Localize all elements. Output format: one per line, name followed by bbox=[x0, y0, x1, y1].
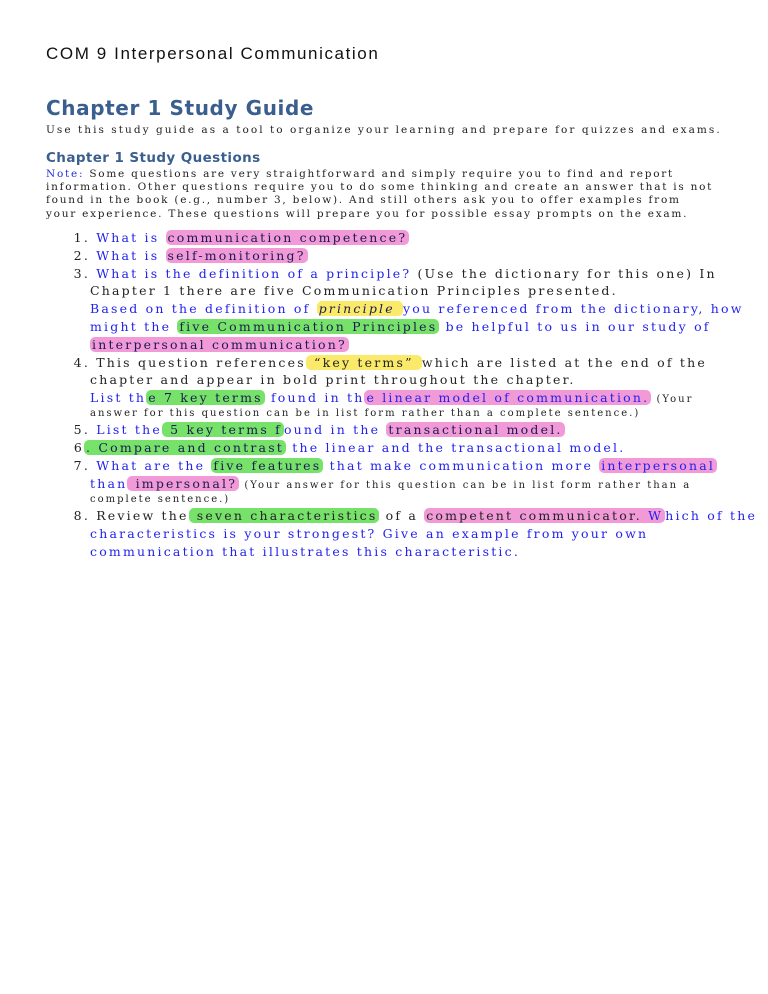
note-line: Note: Some questions are very straightforward and simply require you to find and report bbox=[46, 168, 675, 180]
highlight-green: seven characteristics bbox=[190, 508, 378, 524]
guide-subtitle: Use this study guide as a tool to organize your learning and prepare for quizzes and exams. bbox=[46, 124, 722, 136]
question-3-line bbox=[46, 336, 746, 354]
question-4-line: chapter and appear in bold print throughout the chapter. bbox=[90, 372, 576, 388]
page-title: Chapter 1 Study Guide bbox=[46, 96, 315, 120]
highlight-pink: interpersonal bbox=[601, 458, 716, 474]
question-4-line: List th e 7 key terms found in th e linear model of communication. (Your bbox=[90, 390, 694, 406]
question-number: 2. bbox=[73, 247, 90, 263]
question-8-line: communication that illustrates this characteristic. bbox=[90, 543, 520, 559]
highlight-pink: transactional model. bbox=[388, 422, 563, 438]
note-paragraph bbox=[46, 168, 736, 221]
question-1: 1. What is communication competence? bbox=[46, 229, 746, 247]
highlight-green: . Compare and contrast bbox=[86, 440, 285, 456]
question-3-line: might the five Communication Principles be helpful to us in our study of bbox=[90, 318, 711, 334]
question-2: 2. What is self-monitoring? bbox=[46, 247, 746, 265]
question-7-line: than impersonal? (Your answer for this question can be in list form rather than a bbox=[90, 475, 692, 491]
note-line: found in the book (e.g., number 3, below). And still others ask you to offer examples from bbox=[46, 194, 681, 207]
question-number: 6 bbox=[73, 440, 84, 456]
question-6: 6 . Compare and contrast the linear and the transactional model. bbox=[46, 439, 746, 457]
highlight-pink: impersonal? bbox=[129, 475, 238, 491]
question-7-line: complete sentence.) bbox=[90, 493, 231, 505]
question-number: 4. bbox=[73, 354, 90, 370]
note-line: your experience. These questions will prepare you for possible essay prompts on the exam. bbox=[46, 207, 689, 220]
highlight-green: five Communication Principles bbox=[179, 318, 438, 334]
highlight-green: e 7 key terms bbox=[148, 390, 263, 406]
question-number: 7. bbox=[73, 458, 90, 474]
highlight-green: 5 key terms f bbox=[163, 422, 282, 438]
note-line: information. Other questions require you to do some thinking and create an answer that is not bbox=[46, 181, 714, 194]
highlight-yellow: principle bbox=[318, 301, 401, 317]
question-3: 3. What is the definition of a principle? (Use the dictionary for this one) In bbox=[46, 265, 746, 283]
course-title: COM 9 Interpersonal Communication bbox=[46, 44, 380, 63]
question-3-line: Based on the definition of principle you referenced from the dictionary, how bbox=[90, 301, 744, 317]
question-5: 5. List the 5 key terms f ound in the transactional model. bbox=[46, 421, 746, 439]
question-list bbox=[46, 229, 758, 561]
highlight-pink: self-monitoring? bbox=[167, 247, 306, 263]
highlight-pink: interpersonal communication? bbox=[92, 336, 347, 352]
question-3-line: Chapter 1 there are five Communication Principles presented. bbox=[90, 283, 618, 299]
question-number: 1. bbox=[73, 230, 90, 245]
question-7: 7. What are the five features that make communication more interpersonal bbox=[46, 457, 746, 475]
highlight-pink: competent communicator. W bbox=[426, 508, 664, 524]
section-title: Chapter 1 Study Questions bbox=[46, 150, 261, 166]
question-number: 8. bbox=[73, 508, 90, 524]
highlight-green: five features bbox=[213, 458, 322, 474]
question-8: 8. Review the seven characteristics of a competent communicator. W hich of the bbox=[46, 507, 746, 525]
question-8-line: characteristics is your strongest? Give an example from your own bbox=[90, 525, 649, 541]
highlight-pink: e linear model of communication. bbox=[366, 390, 650, 406]
question-number: 5. bbox=[73, 422, 90, 438]
question-4-line: answer for this question can be in list form rather than a complete sentence.) bbox=[90, 407, 641, 419]
note-label: Note: bbox=[46, 168, 85, 180]
question-number: 3. bbox=[73, 265, 90, 281]
highlight-yellow: “key terms” bbox=[307, 354, 420, 370]
question-4: 4. This question references “key terms” which are listed at the end of the bbox=[46, 354, 746, 372]
highlight-pink: communication competence? bbox=[167, 230, 408, 245]
